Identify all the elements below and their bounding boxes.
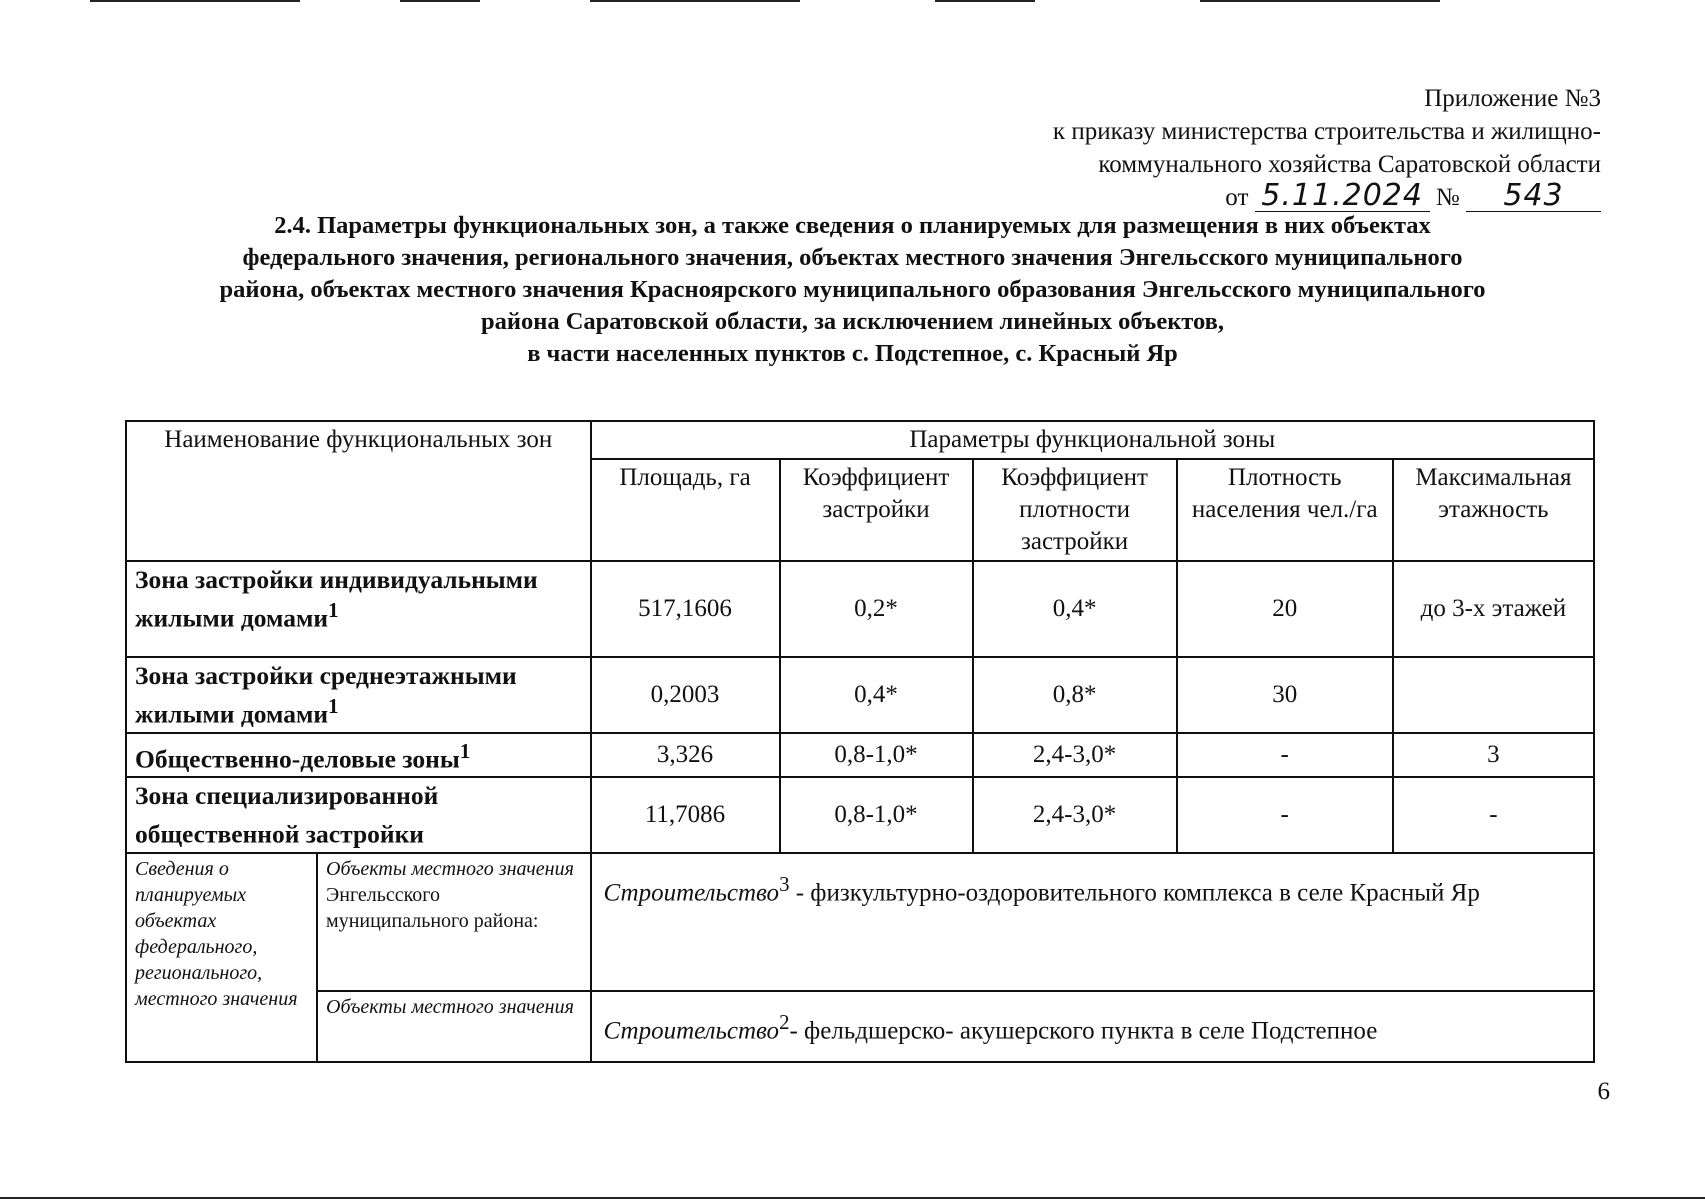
handwritten-date: 5.11.2024 xyxy=(1255,181,1430,212)
header-density-coef: Коэффициент плотности застройки xyxy=(973,459,1177,561)
cell-max-floors: - xyxy=(1393,777,1594,853)
title-line-1: 2.4. Параметры функциональных зон, а также сведения о планируемых для размещения в них объектах xyxy=(274,212,1431,239)
cell-build-coef: 0,2* xyxy=(780,561,973,657)
cell-max-floors: 3 xyxy=(1393,733,1594,778)
scan-edge-top-right xyxy=(935,0,1035,2)
header-population-density: Плотность населения чел./га xyxy=(1177,459,1393,561)
cell-area: 517,1606 xyxy=(591,561,780,657)
appendix-order-line2: коммунального хозяйства Саратовской области xyxy=(1098,151,1601,178)
header-row-1 xyxy=(126,421,1594,459)
handwritten-number: 543 xyxy=(1466,181,1601,212)
date-prefix: от xyxy=(1225,184,1249,211)
scan-edge-top-left xyxy=(90,0,300,2)
cell-density-coef: 0,4* xyxy=(973,561,1177,657)
local-objects-municipality xyxy=(317,991,590,1062)
cell-area: 3,326 xyxy=(591,733,780,778)
planned-object-text: Строительство$^3$ - физкультурно-оздоровительного комплекса в селе Красный Яр xyxy=(591,853,1595,991)
appendix-block xyxy=(1053,82,1601,214)
local-objects-title: Объекты местного значения xyxy=(326,857,574,880)
zone-name: Зона специализированной общественной застройки xyxy=(126,777,591,853)
zone-name: Зона застройки индивидуальными жилыми домами$^1$ xyxy=(126,561,591,657)
scan-edge-top-mid xyxy=(400,0,480,2)
footnote-mark: 1 xyxy=(328,598,339,622)
local-objects-district-name: Энгельсского муниципального района: xyxy=(326,883,539,932)
header-area: Площадь, га xyxy=(591,459,780,561)
cell-population-density: - xyxy=(1177,733,1393,778)
document-title xyxy=(100,210,1605,370)
cell-area: 0,2003 xyxy=(591,657,780,733)
cell-density-coef: 2,4-3,0* xyxy=(973,733,1177,778)
table-row xyxy=(126,777,1594,853)
cell-build-coef: 0,8-1,0* xyxy=(780,733,973,778)
cell-density-coef: 2,4-3,0* xyxy=(973,777,1177,853)
local-objects-district xyxy=(317,853,590,991)
number-prefix: № xyxy=(1435,184,1460,211)
cell-max-floors: до 3-х этажей xyxy=(1393,561,1594,657)
planned-object-text: Строительство$^2$- фельдшерско- акушерского пункта в селе Подстепное xyxy=(591,991,1595,1062)
planned-objects-label: Сведения о планируемых объектах федерального, регионального, местного значения xyxy=(126,853,317,1062)
title-line-4: района Саратовской области, за исключением линейных объектов, xyxy=(480,308,1225,335)
footnote-mark: 1 xyxy=(459,738,471,763)
local-objects-title: Объекты местного значения xyxy=(326,995,574,1018)
zones-parameters-table xyxy=(125,420,1595,1063)
zone-name: Зона застройки среднеэтажными жилыми домами$^1$ xyxy=(126,657,591,733)
cell-population-density: 30 xyxy=(1177,657,1393,733)
cell-build-coef: 0,4* xyxy=(780,657,973,733)
appendix-title: Приложение №3 xyxy=(1424,85,1601,112)
table-row xyxy=(126,561,1594,657)
title-line-3: района, объектах местного значения Красноярского муниципального образования Энгельсского муниципального xyxy=(219,276,1486,303)
footnote-mark: 1 xyxy=(328,694,339,718)
cell-population-density: - xyxy=(1177,777,1393,853)
table-row xyxy=(126,733,1594,778)
cell-build-coef: 0,8-1,0* xyxy=(780,777,973,853)
footnote-mark: 3 xyxy=(779,871,790,896)
zone-name: Общественно-деловые зоны$^1$ xyxy=(126,733,591,778)
cell-population-density: 20 xyxy=(1177,561,1393,657)
title-line-5: в части населенных пунктов с. Подстепное, с. Красный Яр xyxy=(527,340,1178,367)
cell-area: 11,7086 xyxy=(591,777,780,853)
header-max-floors: Максимальная этажность xyxy=(1393,459,1594,561)
title-line-2: федерального значения, регионального значения, объектах местного значения Энгельсского муниципального xyxy=(242,244,1463,271)
info-row-2 xyxy=(126,991,1594,1062)
cell-max-floors xyxy=(1393,657,1594,733)
table-row xyxy=(126,657,1594,733)
scan-edge-bottom xyxy=(0,1197,1705,1199)
info-row-1 xyxy=(126,853,1594,991)
footnote-mark: 2 xyxy=(779,1009,790,1034)
header-zone-name: Наименование функциональных зон xyxy=(126,421,591,561)
scan-edge-top-right2 xyxy=(1200,0,1440,2)
header-build-coef: Коэффициент застройки xyxy=(780,459,973,561)
appendix-order-line1: к приказу министерства строительства и жилищно- xyxy=(1052,118,1601,145)
cell-density-coef: 0,8* xyxy=(973,657,1177,733)
header-params: Параметры функциональной зоны xyxy=(591,421,1595,459)
scan-edge-top-mid2 xyxy=(590,0,800,2)
page-number: 6 xyxy=(1597,1078,1610,1105)
